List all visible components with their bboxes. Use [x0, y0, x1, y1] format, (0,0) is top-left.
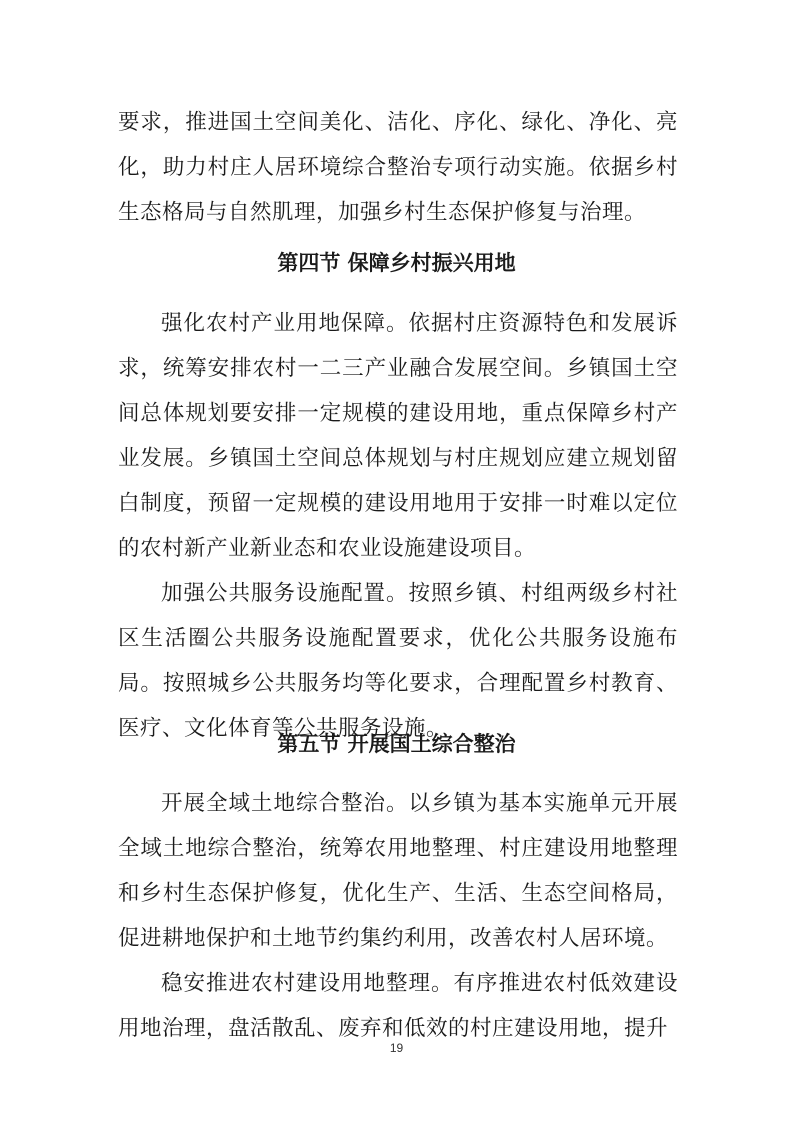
paragraph-rural-construction-land: 稳安推进农村建设用地整理。有序推进农村低效建设用地治理，盘活散乱、废弃和低效的村庄建设用地，提升: [118, 971, 678, 1041]
paragraph-public-services: 加强公共服务设施配置。按照乡镇、村组两级乡村社区生活圈公共服务设施配置要求，优化公共服务设施布局。按照城乡公共服务均等化要求，合理配置乡村教育、医疗、文化体育等公共服务设施。: [118, 581, 678, 741]
section-heading-5: 第五节 开展国土综合整治: [277, 732, 516, 756]
section-heading-4: 第四节 保障乡村振兴用地: [277, 251, 516, 275]
paragraph-land-consolidation: 开展全域土地综合整治。以乡镇为基本实施单元开展全域土地综合整治，统筹农用地整理、村庄建设用地整理和乡村生态保护修复，优化生产、生活、生态空间格局，促进耕地保护和土地节约集约利用，改善农村人居环境。: [118, 791, 678, 951]
paragraph-industry-land: 强化农村产业用地保障。依据村庄资源特色和发展诉求，统筹安排农村一二三产业融合发展空间。乡镇国土空间总体规划要安排一定规模的建设用地，重点保障乡村产业发展。乡镇国土空间总体规划与村庄规划应建立规划留白制度，预留一定规模的建设用地用于安排一时难以定位的农村新产业新业态和农业设施建设项目。: [118, 311, 678, 561]
paragraph-continued: 要求，推进国土空间美化、洁化、序化、绿化、净化、亮化，助力村庄人居环境综合整治专项行动实施。依据乡村生态格局与自然肌理，加强乡村生态保护修复与治理。: [118, 110, 678, 225]
page-number: 19: [389, 1041, 404, 1055]
